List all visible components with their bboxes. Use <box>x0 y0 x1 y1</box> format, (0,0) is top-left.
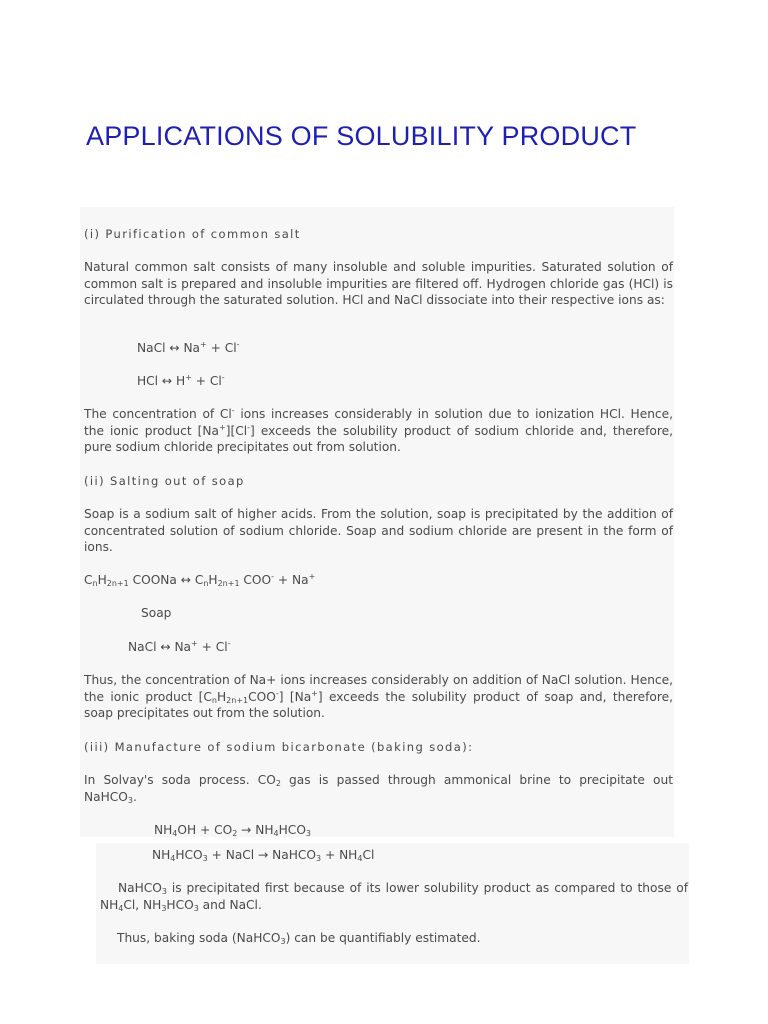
equation-nacl-dissociation: NaCl ↔ Na+ + Cl- <box>137 340 240 355</box>
paragraph-baking-soda-estimation: Thus, baking soda (NaHCO$_3$) can be quantifiably estimated. <box>117 931 481 946</box>
equation-sodium-bicarbonate: $NH_4HCO_3$ + NaCl → NaHCO$_3$ + $NH_4Cl$ <box>152 848 375 863</box>
paragraph-na-concentration: Thus, the concentration of Na+ ions increases considerably on addition of NaCl solution. Hence, the ionic product $[C_nH_{2n+1}COO^-]$ [Na+] exceeds the solubility product of soap and, therefore, soap precipitates out from the solution. <box>84 673 673 720</box>
section-heading-baking-soda: (iii) Manufacture of sodium bicarbonate (baking soda): <box>84 740 474 754</box>
equation-nacl-dissociation-2: NaCl ↔ Na+ + Cl- <box>128 639 231 654</box>
paragraph-cl-concentration: The concentration of Cl- ions increases considerably in solution due to ionization HCl. Hence, the ionic product [Na+][Cl-] exceeds the solubility product of sodium chloride and, therefore, pure sodium chloride precipitates out from solution. <box>84 406 674 454</box>
section-heading-salting-out: (ii) Salting out of soap <box>84 474 245 488</box>
section-heading-purification: (i) Purification of common salt <box>84 227 301 241</box>
equation-ammonium-bicarbonate: $NH_4OH + CO_2 \to NH_4HCO_3$ <box>154 823 312 838</box>
paragraph-natural-salt: Natural common salt consists of many insoluble and soluble impurities. Saturated solution of common salt is prepared and insoluble impurities are filtered off. Hydrogen chloride gas (HCl) is circulated through the saturated solution. HCl and NaCl dissociate into their respective ions as: <box>84 260 673 307</box>
paragraph-nahco3-precipitation: NaHCO$_3$ is precipitated first because of its lower solubility product as compared to those of $NH_4Cl$, $NH_3HCO_3$ and NaCl. <box>100 881 688 913</box>
soap-label: Soap <box>141 606 172 620</box>
equation-soap-dissociation: $C_nH_{2n+1}$ COONa ↔ $C_nH_{2n+1}$ COO- + Na+ <box>84 572 316 588</box>
page-title: APPLICATIONS OF SOLUBILITY PRODUCT <box>86 121 637 151</box>
paragraph-soap: Soap is a sodium salt of higher acids. From the solution, soap is precipitated by the addition of concentrated solution of sodium chloride. Soap and sodium chloride are present in the form of ions. <box>84 507 673 554</box>
paragraph-solvay-process: In Solvay's soda process. $CO_2$ gas is passed through ammonical brine to precipitate out NaHCO$_3$. <box>84 773 673 805</box>
equation-hcl-dissociation: HCl ↔ H+ + Cl- <box>137 373 225 388</box>
